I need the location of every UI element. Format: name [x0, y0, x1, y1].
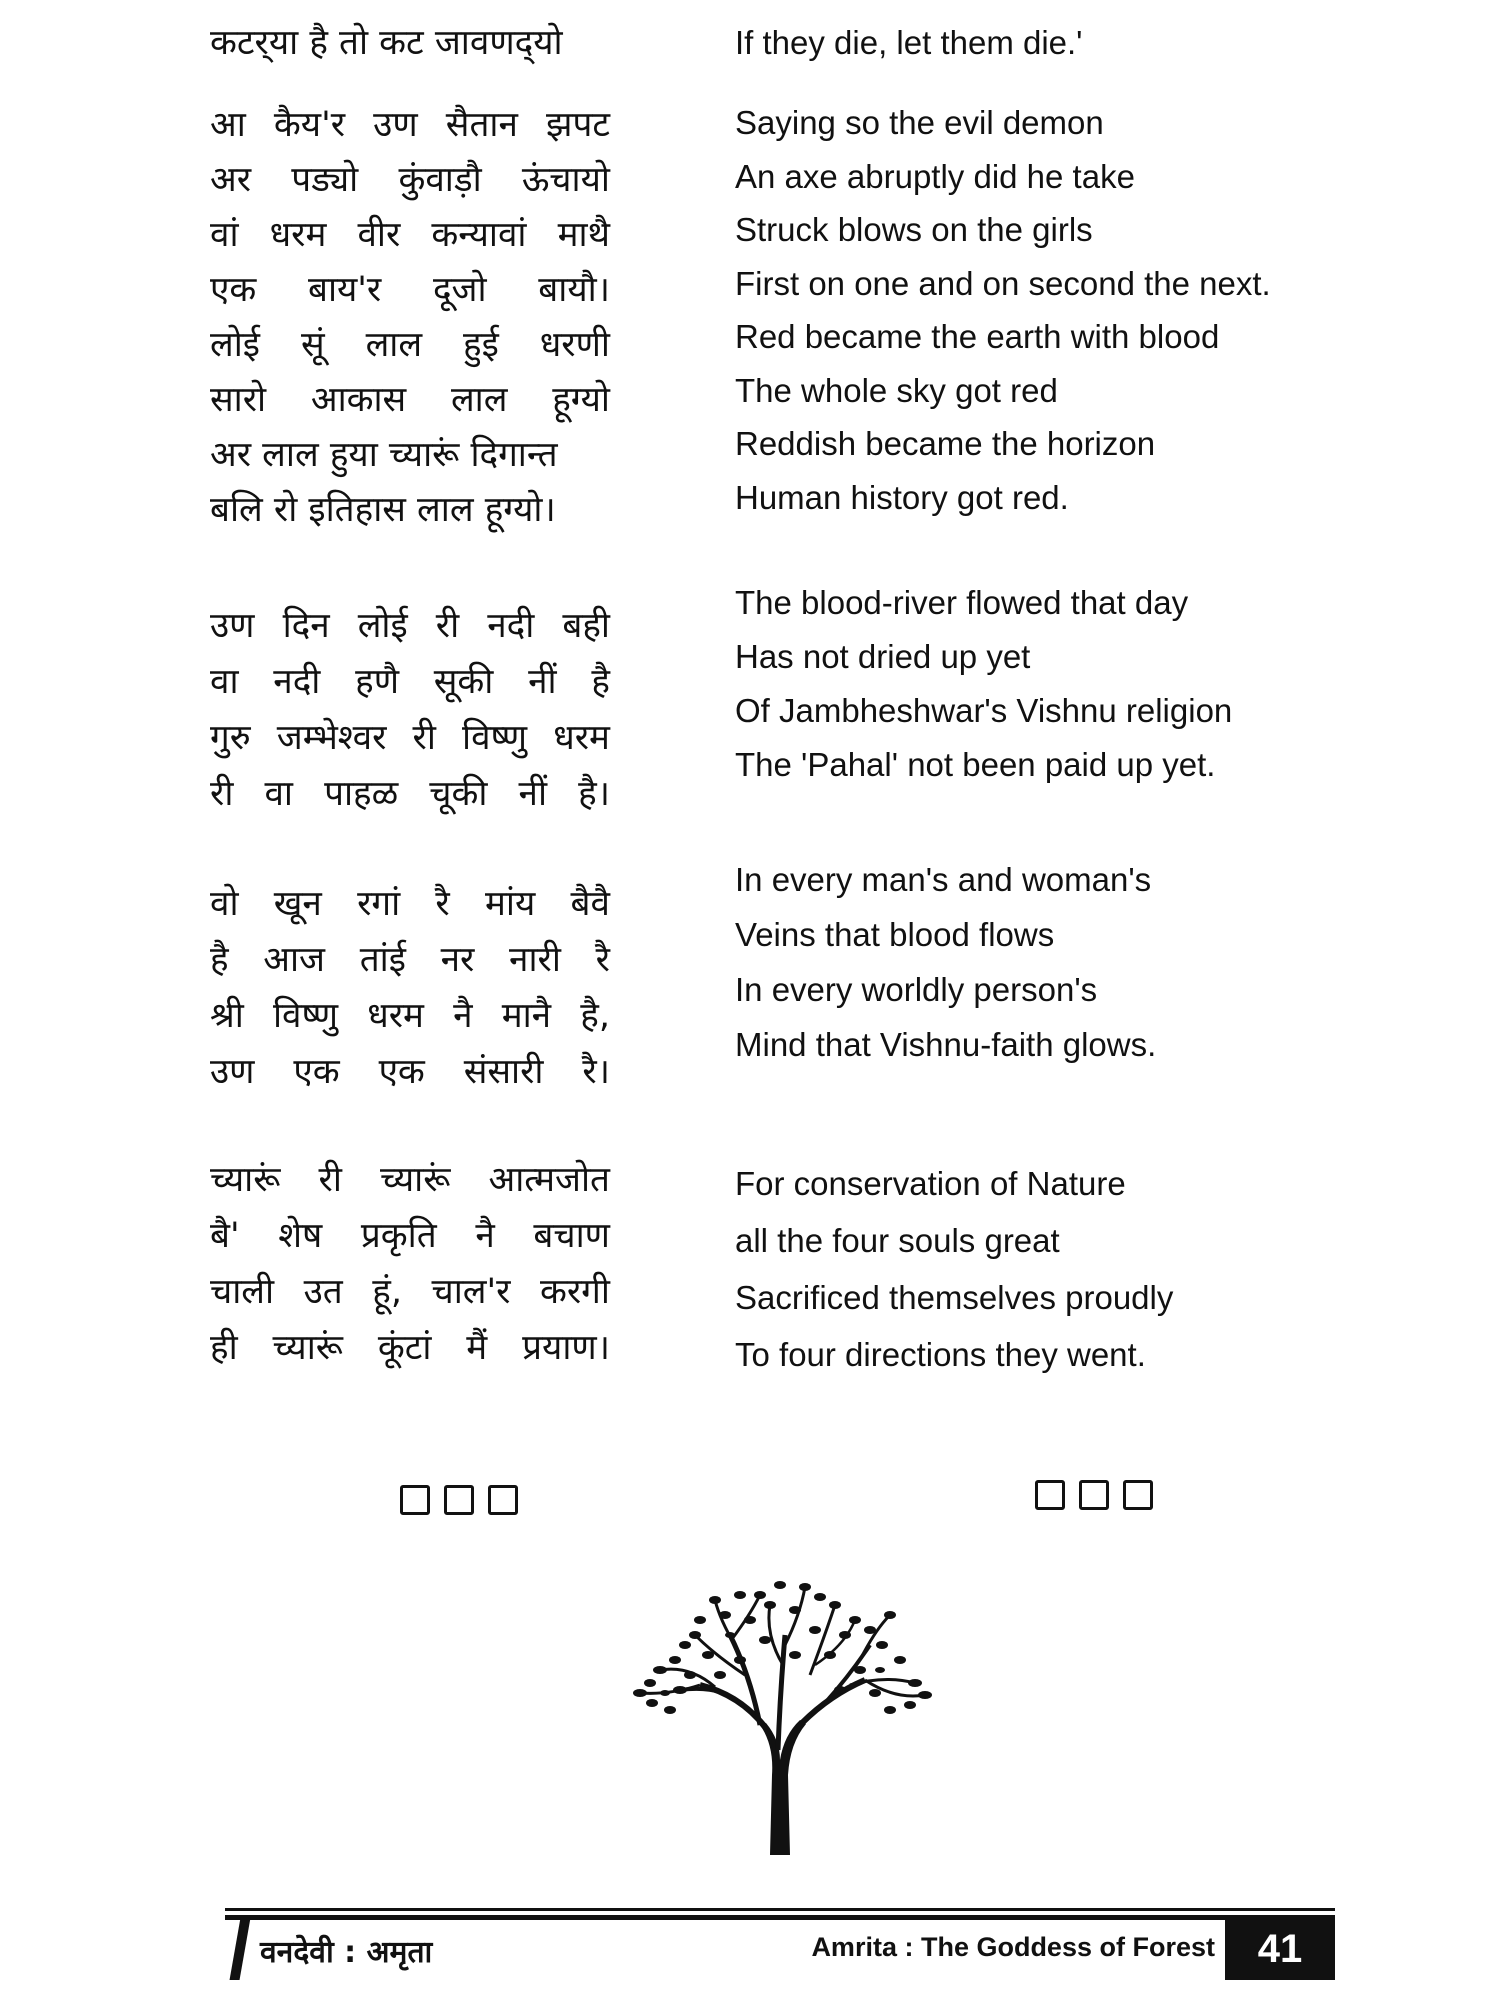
hindi-word: च्यारूं	[272, 1328, 343, 1368]
hindi-word: बही	[562, 606, 610, 646]
hindi-line	[210, 1208, 610, 1264]
hindi-line	[210, 263, 610, 318]
hindi-word: चूकी	[429, 774, 488, 814]
hindi-word: रै	[435, 884, 450, 924]
hindi-word: संसारी	[463, 1052, 544, 1092]
english-line: Has not dried up yet	[735, 638, 1031, 675]
english-line: The whole sky got red	[735, 371, 1058, 409]
hindi-word: माथै	[557, 215, 610, 255]
hindi-word: है,	[580, 996, 610, 1036]
hindi-word: शेष	[278, 1216, 323, 1256]
hindi-word: सूकी	[433, 662, 494, 702]
hindi-word: सूं	[300, 325, 325, 365]
english-line: Mind that Vishnu-faith glows.	[735, 1026, 1157, 1063]
hindi-word: धरम	[553, 718, 610, 758]
square-icon	[444, 1485, 474, 1515]
hindi-word: धरम	[269, 215, 327, 255]
hindi-word: धरणी	[539, 325, 610, 365]
hindi-word: जम्भेश्वर	[276, 718, 387, 758]
hindi-line	[210, 654, 610, 710]
english-line: In every man's and woman's	[735, 861, 1152, 898]
english-stanza-5	[735, 1155, 1375, 1383]
hindi-word: लोई	[210, 325, 260, 365]
hindi-word: हणै	[355, 662, 399, 702]
hindi-word: आकास	[310, 380, 407, 420]
hindi-word: है	[210, 940, 229, 980]
hindi-word: पड्यो	[291, 160, 359, 200]
square-icon	[1079, 1480, 1109, 1510]
english-stanza-4	[735, 852, 1375, 1072]
hindi-word: बाय'र	[307, 270, 382, 310]
hindi-word: कूंटां	[377, 1328, 432, 1368]
hindi-word: हुई	[463, 325, 499, 365]
hindi-word: ही	[210, 1328, 238, 1368]
hindi-word: तांई	[359, 940, 406, 980]
hindi-line	[210, 766, 610, 822]
hindi-word: आ	[210, 105, 246, 145]
hindi-line	[210, 1264, 610, 1320]
hindi-word: नर	[440, 940, 475, 980]
hindi-line: अर लाल हुया च्यारूं दिगान्त	[210, 435, 558, 475]
hindi-word: है।	[578, 774, 610, 814]
hindi-word: री	[318, 1160, 342, 1200]
hindi-word: च्यारूं	[379, 1160, 451, 1200]
hindi-line	[210, 318, 610, 373]
hindi-line	[210, 1152, 610, 1208]
hindi-word: बै'	[210, 1216, 240, 1256]
hindi-word: आत्मजोत	[488, 1160, 610, 1200]
hindi-word: एक	[210, 270, 257, 310]
hindi-word: सारो	[210, 380, 267, 420]
hindi-word: च्यारूं	[210, 1160, 281, 1200]
english-line: An axe abruptly did he take	[735, 157, 1135, 195]
hindi-line	[210, 373, 610, 428]
hindi-word: चाली	[210, 1272, 275, 1312]
hindi-word: वो	[210, 884, 239, 924]
hindi-stanza-2	[210, 98, 610, 538]
hindi-word: नै	[453, 996, 473, 1036]
hindi-word: लाल	[450, 380, 508, 420]
hindi-word: दिन	[282, 606, 330, 646]
square-icon	[488, 1485, 518, 1515]
hindi-word: बायौ।	[538, 270, 610, 310]
hindi-word: कुंवाड़ौ	[398, 160, 482, 200]
english-line: Reddish became the horizon	[735, 425, 1156, 462]
english-line: The 'Pahal' not been paid up yet.	[735, 746, 1216, 783]
hindi-word: रै	[595, 940, 610, 980]
english-line: Veins that blood flows	[735, 916, 1055, 953]
hindi-word: विष्णु	[272, 996, 339, 1036]
hindi-word: कन्यावां	[431, 215, 527, 255]
english-line: all the four souls great	[735, 1222, 1060, 1259]
hindi-word: पाहळ	[324, 774, 399, 814]
hindi-line	[210, 98, 610, 153]
hindi-word: आज	[263, 940, 326, 980]
hindi-word: दूजो	[432, 270, 487, 310]
hindi-line	[210, 208, 610, 263]
hindi-word: हूग्यो	[552, 380, 610, 420]
hindi-word: बचाण	[533, 1216, 610, 1256]
hindi-word: अर	[210, 160, 252, 200]
hindi-word: मैं	[466, 1328, 488, 1368]
hindi-word: मानै	[501, 996, 552, 1036]
hindi-word: री	[412, 718, 436, 758]
page-number: 41	[1225, 1918, 1335, 1980]
hindi-word: धरम	[367, 996, 424, 1036]
hindi-word: नीं	[528, 662, 557, 702]
hindi-word: एक	[378, 1052, 425, 1092]
hindi-word: मांय	[484, 884, 536, 924]
hindi-line	[210, 153, 610, 208]
square-icon	[1123, 1480, 1153, 1510]
hindi-word: रै।	[582, 1052, 610, 1092]
hindi-stanza-5	[210, 1152, 610, 1376]
hindi-word: वा	[210, 662, 239, 702]
hindi-word: वा	[264, 774, 293, 814]
hindi-word: उण	[210, 1052, 255, 1092]
hindi-word: है	[591, 662, 610, 702]
hindi-line	[210, 710, 610, 766]
hindi-stanza-1	[210, 18, 610, 63]
english-stanza-3	[735, 576, 1375, 792]
hindi-line	[210, 932, 610, 988]
footer-english-title: Amrita : The Goddess of Forest	[811, 1932, 1215, 1962]
english-line: Saying so the evil demon	[735, 104, 1104, 141]
page-footer	[225, 1908, 1335, 1988]
hindi-word: गुरु	[210, 718, 251, 758]
footer-hindi-title: वनदेवी : अमृता	[260, 1935, 433, 1970]
tree-icon	[620, 1575, 940, 1855]
hindi-word: सैतान	[445, 105, 518, 145]
hindi-line	[210, 876, 610, 932]
hindi-word: रगां	[357, 884, 401, 924]
square-icon	[400, 1485, 430, 1515]
english-line: First on one and on second the next.	[735, 264, 1271, 302]
english-line: Struck blows on the girls	[735, 211, 1093, 248]
english-line: Sacrificed themselves proudly	[735, 1279, 1174, 1316]
english-line: To four directions they went.	[735, 1336, 1146, 1373]
hindi-word: उण	[210, 606, 255, 646]
separator-left	[400, 1485, 518, 1515]
english-line: If they die, let them die.'	[735, 24, 1083, 61]
footer-rule	[225, 1915, 1335, 1920]
hindi-word: नदी	[487, 606, 535, 646]
english-line: Of Jambheshwar's Vishnu religion	[735, 692, 1233, 729]
hindi-word: श्री	[210, 996, 244, 1036]
english-line: For conservation of Nature	[735, 1165, 1126, 1202]
hindi-word: प्रकृति	[360, 1216, 437, 1256]
hindi-word: वां	[210, 215, 239, 255]
hindi-word: उण	[373, 105, 418, 145]
hindi-word: ऊंचायो	[521, 160, 610, 200]
english-line: In every worldly person's	[735, 971, 1098, 1008]
hindi-word: एक	[293, 1052, 340, 1092]
hindi-word: विष्णु	[462, 718, 528, 758]
footer-rule	[225, 1908, 1335, 1911]
hindi-word: करगी	[539, 1272, 610, 1312]
hindi-word: बैवै	[570, 884, 610, 924]
hindi-word: री	[435, 606, 460, 646]
hindi-stanza-3	[210, 598, 610, 822]
hindi-word: नारी	[509, 940, 561, 980]
hindi-stanza-4	[210, 876, 610, 1100]
hindi-word: लाल	[365, 325, 423, 365]
english-line: The blood-river flowed that day	[735, 584, 1189, 621]
english-stanza-1	[735, 22, 1375, 64]
hindi-word: नदी	[273, 662, 321, 702]
hindi-word: चाल'र	[431, 1272, 511, 1312]
hindi-word: उत	[303, 1272, 343, 1312]
hindi-line: बलि रो इतिहास लाल हूग्यो।	[210, 490, 556, 530]
hindi-word: झपट	[546, 105, 610, 145]
hindi-word: वीर	[357, 215, 401, 255]
hindi-word: लोई	[357, 606, 408, 646]
hindi-word: नीं	[518, 774, 548, 814]
separator-right	[1035, 1480, 1153, 1510]
hindi-word: प्रयाण।	[522, 1328, 610, 1368]
english-line: Human history got red.	[735, 478, 1069, 516]
hindi-word: नै	[475, 1216, 495, 1256]
english-line: Red became the earth with blood	[735, 318, 1220, 355]
square-icon	[1035, 1480, 1065, 1510]
hindi-line	[210, 598, 610, 654]
hindi-word: हूं,	[372, 1272, 402, 1312]
hindi-line: कटर्‌या है तो कट जावणद्‌यो	[210, 23, 563, 63]
footer-brush-stroke	[230, 1918, 251, 1980]
hindi-line	[210, 988, 610, 1044]
hindi-line	[210, 1044, 610, 1100]
hindi-word: री	[210, 774, 234, 814]
english-stanza-2	[735, 96, 1375, 524]
hindi-word: कैय'र	[273, 105, 346, 145]
hindi-line	[210, 1320, 610, 1376]
hindi-word: खून	[273, 884, 322, 924]
